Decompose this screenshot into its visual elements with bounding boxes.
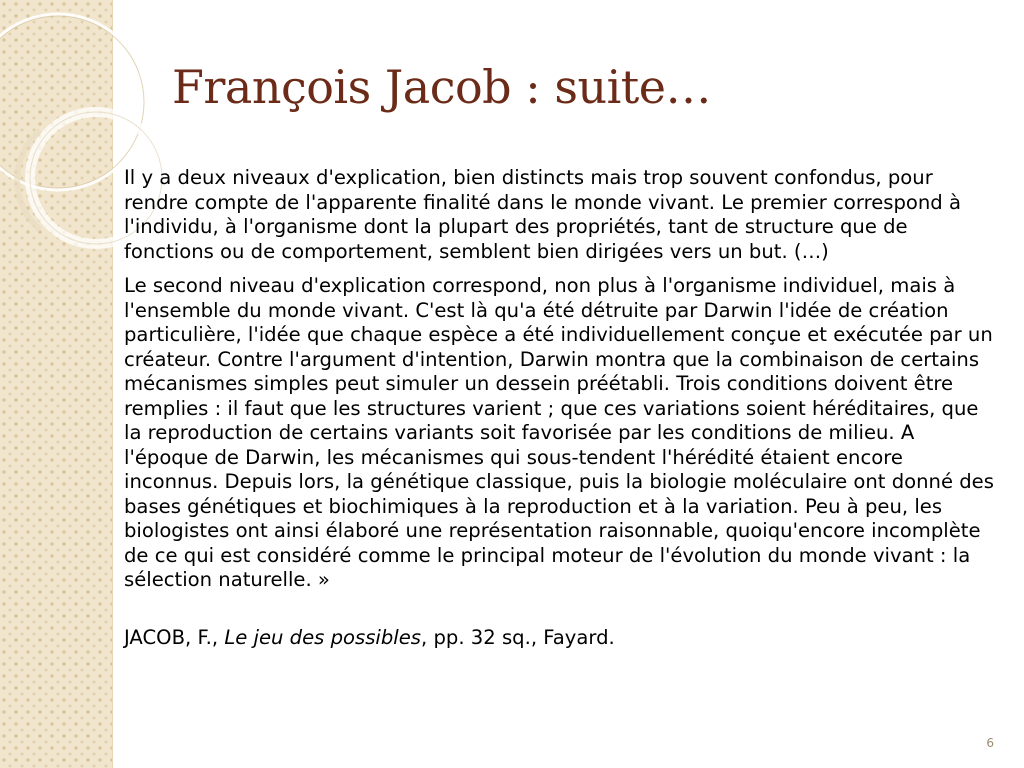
slide-title: François Jacob : suite… <box>172 60 712 114</box>
citation-details: , pp. 32 sq., Fayard. <box>421 625 615 649</box>
body-paragraph-1: Il y a deux niveaux d'explication, bien distincts mais trop souvent confondus, pour rendre compte de l'apparente finalité dans le monde vivant. Le premier correspond à l'individu, à l'organisme dont la plupart des propriétés, tant de structure que de fonctions ou de comportement, semblent bien dirigées vers un but. (…) <box>124 166 961 263</box>
citation-book-title: Le jeu des possibles <box>224 625 422 649</box>
slide-body <box>124 166 994 660</box>
citation <box>124 626 994 651</box>
page-number: 6 <box>986 736 994 750</box>
citation-author: JACOB, F., <box>124 625 225 649</box>
body-paragraph-2: Le second niveau d'explication correspond, non plus à l'organisme individuel, mais à l'ensemble du monde vivant. C'est là qu'a été détruite par Darwin l'idée de création particulière, l'idée que chaque espèce a été individuellement conçue et exécutée par un créateur. Contre l'argument d'intention, Darwin montra que la combinaison de certains mécanismes simples peut simuler un dessein préétabli. Trois conditions doivent être remplies : il faut que les structures varient ; que ces variations soient héréditaires, que la reproduction de certains variants soit favorisée par les conditions de milieu. A l'époque de Darwin, les mécanismes qui sous-tendent l'hérédité étaient encore inconnus. Depuis lors, la génétique classique, puis la biologie moléculaire ont donné des bases génétiques et biochimiques à la reproduction et à la variation. Peu à peu, les biologistes ont ainsi élaboré une représentation raisonnable, quoiqu'encore incomplète de ce qui est considéré comme le principal moteur de l'évolution du monde vivant : la sélection naturelle. » <box>124 274 994 591</box>
decorative-side-panel <box>0 0 113 768</box>
